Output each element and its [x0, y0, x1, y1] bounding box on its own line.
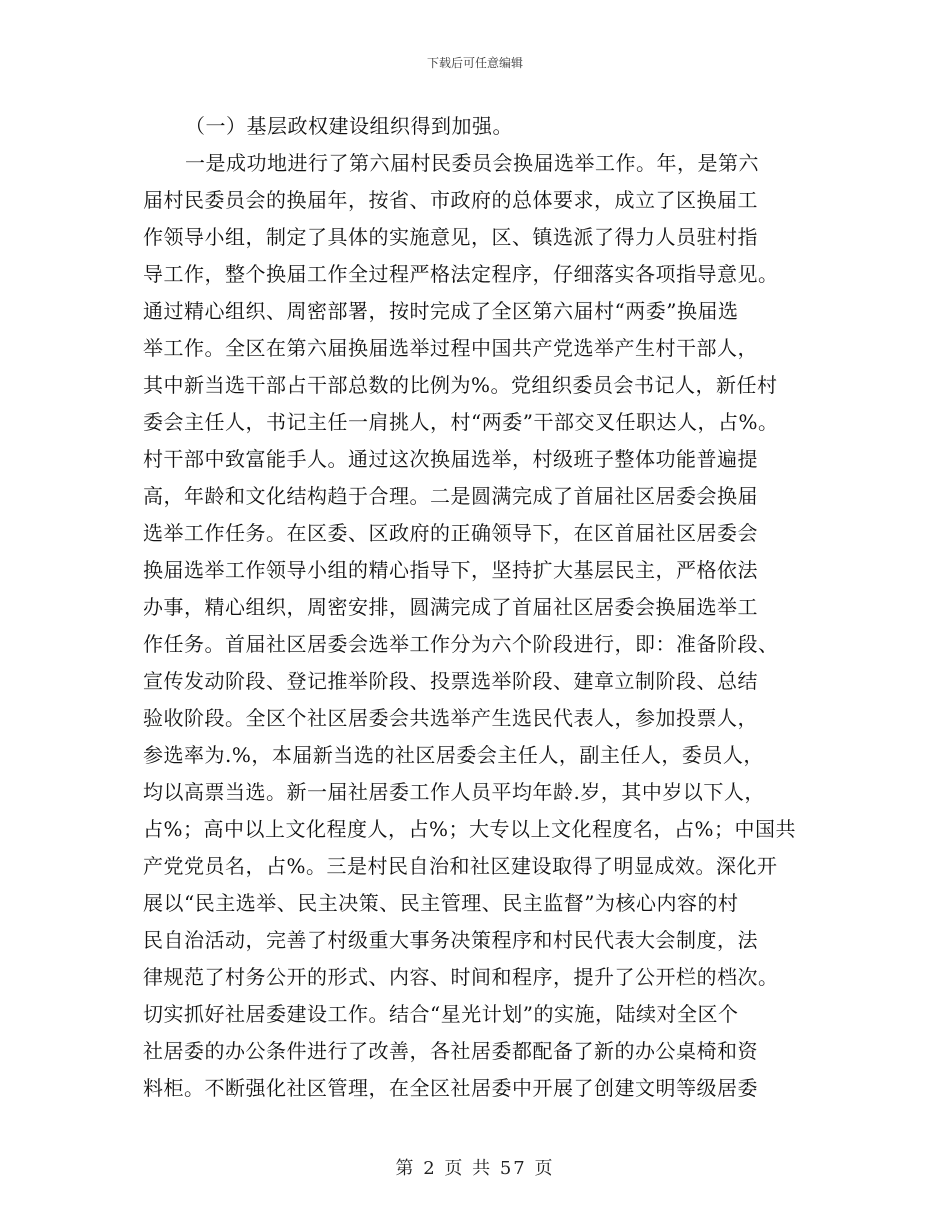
text-line: 料柜。不断强化社区管理，在全区社居委中开展了创建文明等级居委	[143, 1076, 758, 1100]
page-number-footer: 第 2 页 共 57 页	[395, 1158, 555, 1179]
text-line: 举工作。全区在第六届换届选举过程中国共产党选举产生村干部人，	[143, 336, 758, 360]
text-line: 换届选举工作领导小组的精心指导下，坚持扩大基层民主，严格依法	[143, 558, 758, 582]
text-line: 社居委的办公条件进行了改善，各社居委都配备了新的办公桌椅和资	[143, 1039, 758, 1063]
text-line: 作领导小组，制定了具体的实施意见，区、镇选派了得力人员驻村指	[143, 225, 758, 249]
text-line: 参选率为.%，本届新当选的社区居委会主任人，副主任人，委员人，	[143, 743, 764, 767]
text-line: 占%；高中以上文化程度人，占%；大专以上文化程度名，占%；中国共	[143, 817, 797, 841]
text-line: 选举工作任务。在区委、区政府的正确领导下，在区首届社区居委会	[143, 521, 758, 545]
text-line: 宣传发动阶段、登记推举阶段、投票选举阶段、建章立制阶段、总结	[143, 669, 758, 693]
text-line: 验收阶段。全区个社区居委会共选举产生选民代表人，参加投票人，	[143, 706, 758, 730]
text-line: 通过精心组织、周密部署，按时完成了全区第六届村“两委”换届选	[143, 299, 739, 323]
text-line: 民自治活动，完善了村级重大事务决策程序和村民代表大会制度，法	[143, 928, 758, 952]
text-line: 办事，精心组织，周密安排，圆满完成了首届社区居委会换届选举工	[143, 595, 758, 619]
text-line: 其中新当选干部占干部总数的比例为%。党组织委员会书记人，新任村	[143, 373, 778, 397]
text-line: 作任务。首届社区居委会选举工作分为六个阶段进行，即：准备阶段、	[143, 632, 779, 656]
text-line: 展以“民主选举、民主决策、民主管理、民主监督”为核心内容的村	[143, 891, 739, 915]
text-line: 律规范了村务公开的形式、内容、时间和程序，提升了公开栏的档次。	[143, 965, 779, 989]
text-line: 届村民委员会的换届年，按省、市政府的总体要求，成立了区换届工	[143, 188, 758, 212]
text-line: 委会主任人，书记主任一肩挑人，村“两委”干部交叉任职达人，占%。	[143, 410, 779, 434]
text-line: 切实抓好社居委建设工作。结合“星光计划”的实施，陆续对全区个	[143, 1002, 739, 1026]
section-heading: （一）基层政权建设组织得到加强。	[185, 114, 513, 138]
text-line: 产党党员名，占%。三是村民自治和社区建设取得了明显成效。深化开	[143, 854, 778, 878]
text-line: 导工作，整个换届工作全过程严格法定程序，仔细落实各项指导意见。	[143, 262, 779, 286]
text-line: 村干部中致富能手人。通过这次换届选举，村级班子整体功能普遍提	[143, 447, 758, 471]
page-header: 下载后可任意编辑	[426, 56, 523, 70]
text-line: 一是成功地进行了第六届村民委员会换届选举工作。年，是第六	[185, 151, 759, 175]
text-line: 均以高票当选。新一届社居委工作人员平均年龄.岁，其中岁以下人，	[143, 780, 765, 804]
text-line: 高，年龄和文化结构趋于合理。二是圆满完成了首届社区居委会换届	[143, 484, 758, 508]
